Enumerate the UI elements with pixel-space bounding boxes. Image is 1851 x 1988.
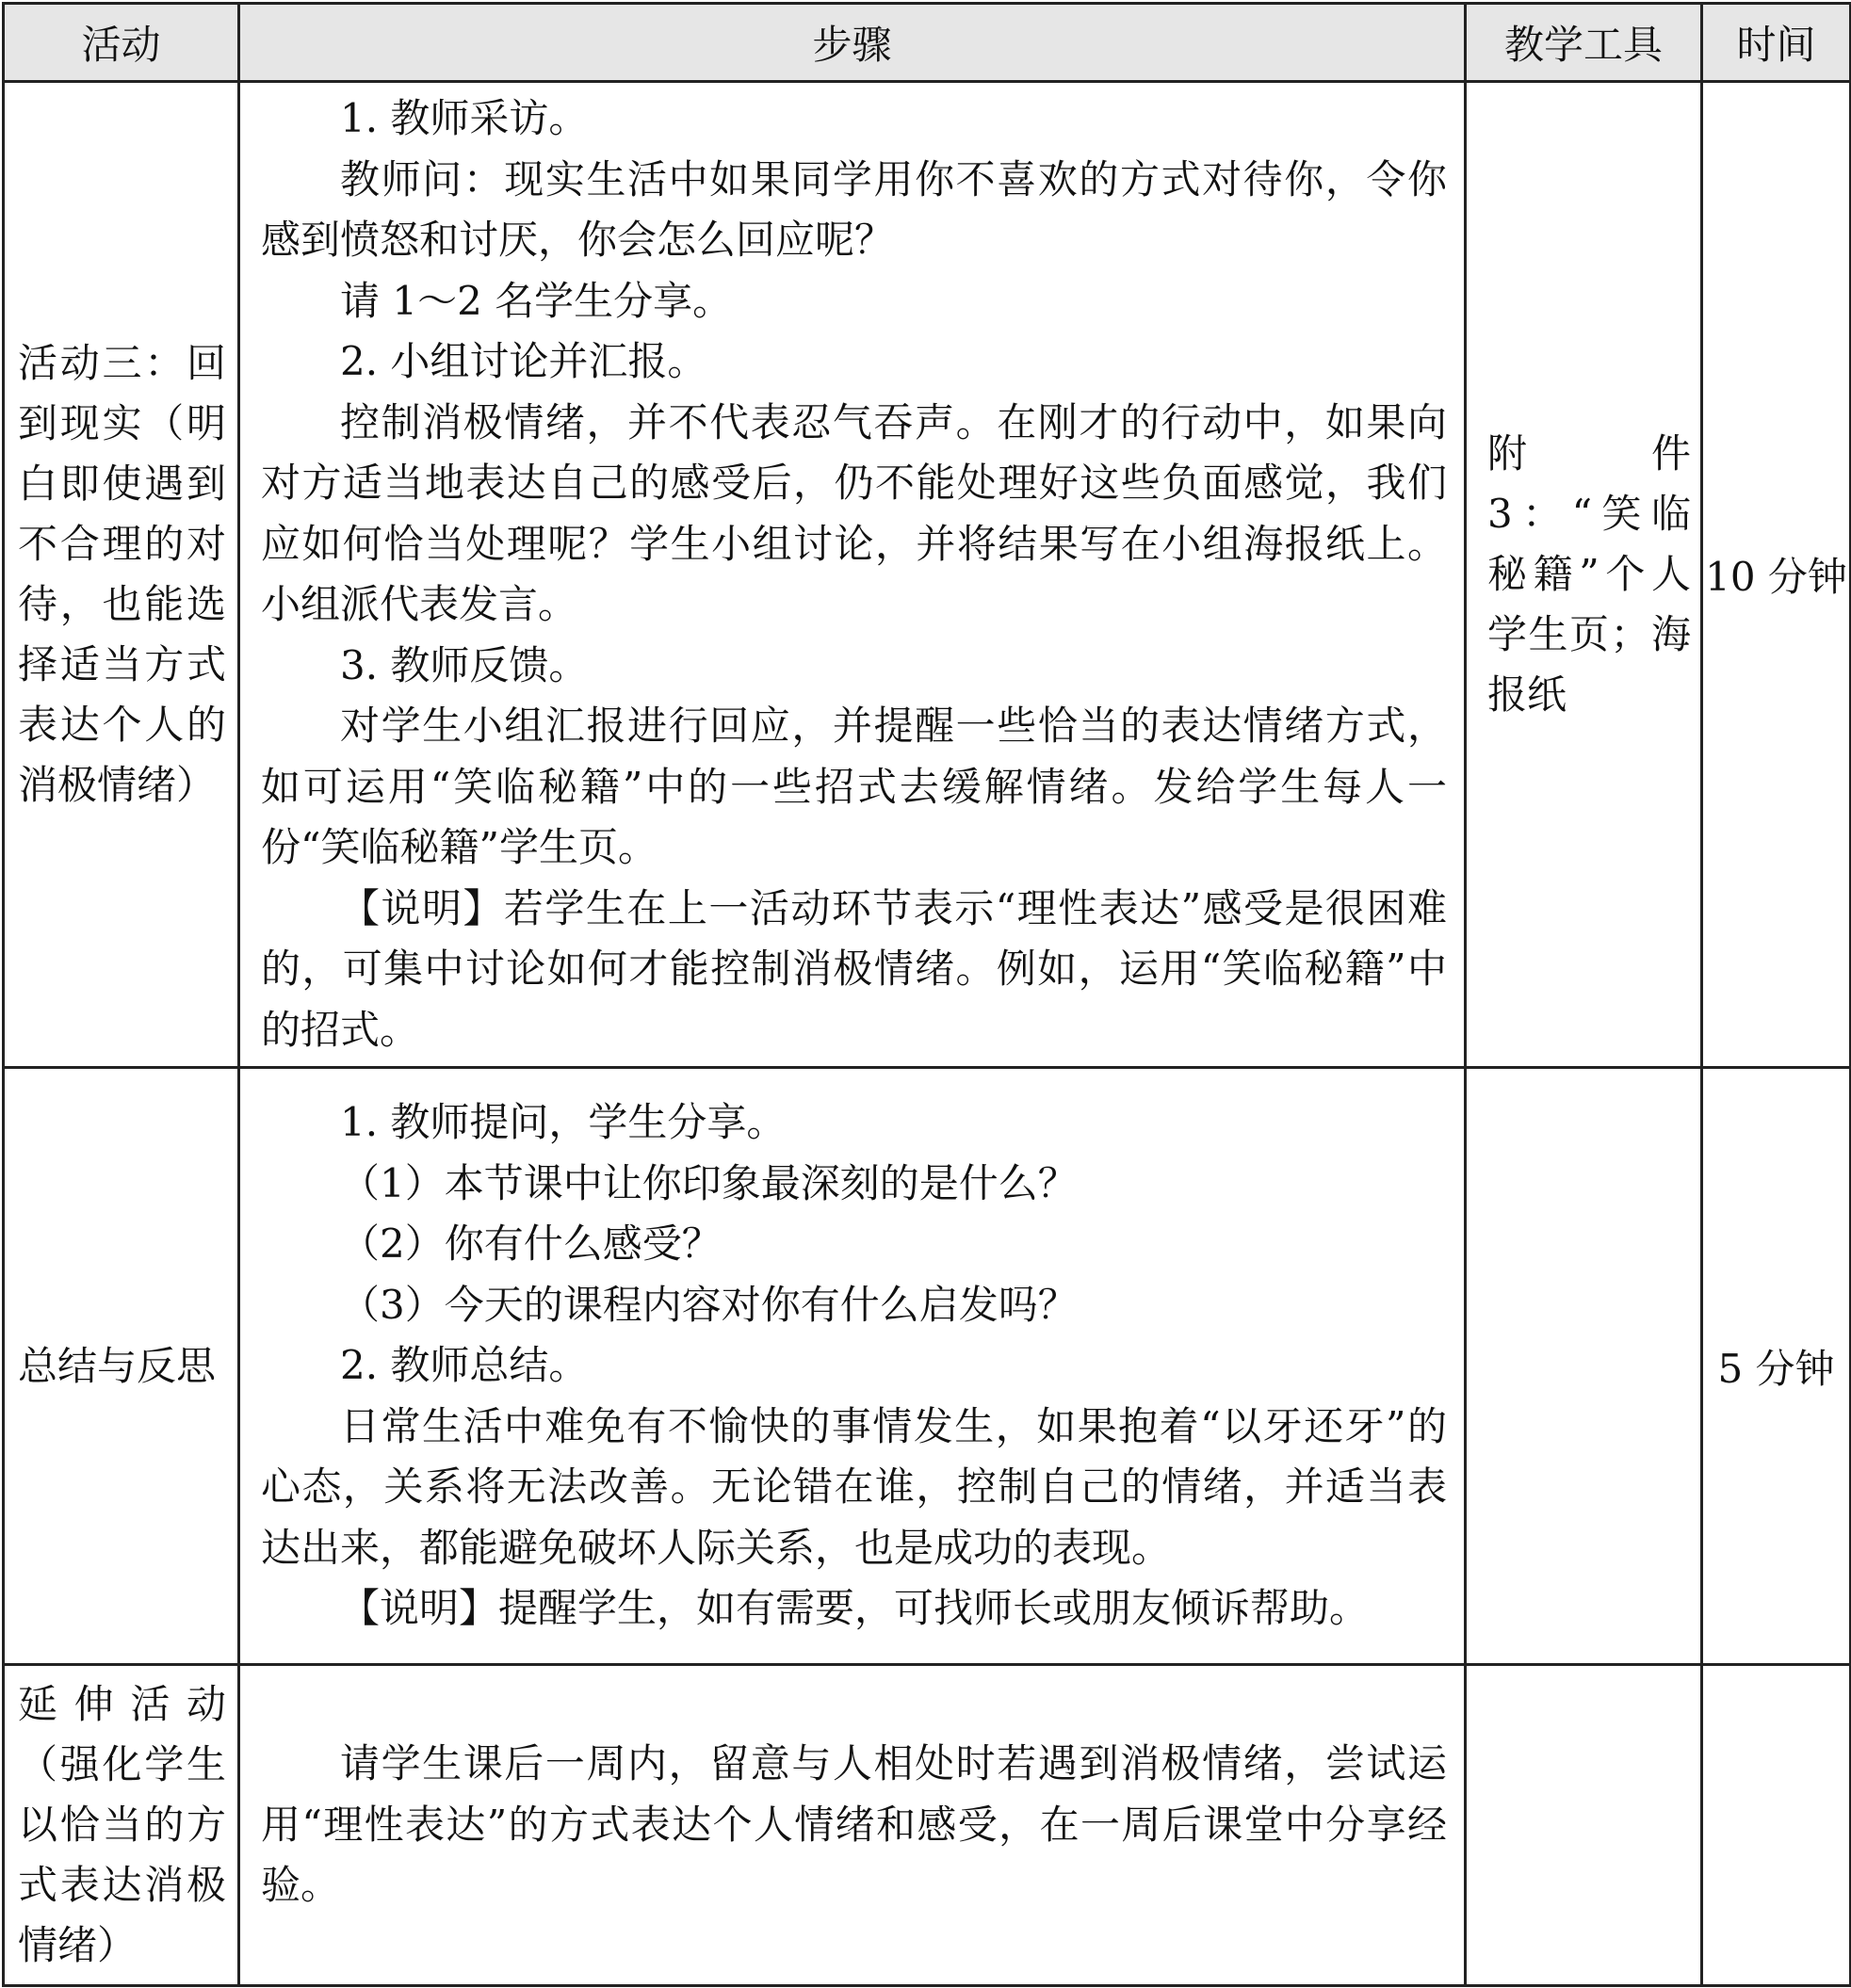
header-activity: 活动 [4, 4, 239, 82]
time-cell: 5 分钟 [1702, 1068, 1851, 1665]
tools-cell [1466, 1068, 1702, 1665]
step-line: （3）今天的课程内容对你有什么启发吗？ [340, 1281, 1078, 1328]
header-steps: 步骤 [239, 4, 1466, 82]
activity-cell [4, 82, 239, 1068]
step-line: （2）你有什么感受？ [340, 1220, 722, 1268]
table-row [4, 82, 1851, 1068]
step-line: 2. 小组讨论并汇报。 [340, 338, 707, 384]
step-line: 日常生活中难免有不愉快的事情发生，如果抱着“以牙还牙”的心态，关系将无法改善。无论错在谁，控制自己的情绪，并适当表达出来，都能避免破坏人际关系，也是成功的表现。 [261, 1402, 1447, 1571]
step-line: 请 1～2 名学生分享。 [340, 277, 733, 324]
activity-text: 活动三：回到现实（明白即使遇到不合理的对待，也能选择适当方式表达个人的消极情绪） [18, 340, 226, 808]
time-cell: 10 分钟 [1702, 82, 1851, 1068]
step-line: 3. 教师反馈。 [340, 641, 589, 688]
table-header-row [4, 4, 1851, 82]
header-tools: 教学工具 [1466, 4, 1702, 82]
step-line: 控制消极情绪，并不代表忍气吞声。在刚才的行动中，如果向对方适当地表达自己的感受后，仍不能处理好这些负面感觉，我们应如何恰当处理呢？学生小组讨论，并将结果写在小组海报纸上。小组派代表发言。 [261, 398, 1447, 627]
activity-cell [4, 1068, 239, 1665]
tools-text: 附件 3：“笑临秘籍”个人学生页；海报纸 [1487, 430, 1691, 718]
table-row [4, 1068, 1851, 1665]
step-line: 【说明】提醒学生，如有需要，可找师长或朋友倾诉帮助。 [340, 1585, 1370, 1632]
step-line: 2. 教师总结。 [340, 1342, 589, 1389]
steps-cell [239, 1068, 1466, 1665]
step-line: （1）本节课中让你印象最深刻的是什么？ [340, 1159, 1078, 1206]
step-line: 【说明】若学生在上一活动环节表示“理性表达”感受是很困难的，可集中讨论如何才能控制消极情绪。例如，运用“笑临秘籍”中的招式。 [261, 884, 1447, 1053]
steps-cell [239, 1665, 1466, 1986]
activity-cell [4, 1665, 239, 1986]
table-row [4, 1665, 1851, 1986]
time-cell [1702, 1665, 1851, 1986]
step-line: 教师问：现实生活中如果同学用你不喜欢的方式对待你，令你感到愤怒和讨厌，你会怎么回应呢？ [261, 155, 1447, 263]
steps-cell [239, 82, 1466, 1068]
header-time: 时间 [1702, 4, 1851, 82]
lesson-plan-table [2, 2, 1851, 1987]
activity-text: 延伸活动（强化学生以恰当的方式表达消极情绪） [18, 1681, 226, 1968]
tools-cell [1466, 1665, 1702, 1986]
step-line: 请学生课后一周内，留意与人相处时若遇到消极情绪，尝试运用“理性表达”的方式表达个人情绪和感受，在一周后课堂中分享经验。 [261, 1740, 1447, 1909]
tools-cell [1466, 82, 1702, 1068]
activity-text: 总结与反思 [18, 1342, 217, 1389]
step-line: 对学生小组汇报进行回应，并提醒一些恰当的表达情绪方式，如可运用“笑临秘籍”中的一些招式去缓解情绪。发给学生每人一份“笑临秘籍”学生页。 [261, 703, 1447, 870]
step-line: 1. 教师采访。 [340, 95, 589, 141]
step-line: 1. 教师提问，学生分享。 [340, 1099, 787, 1146]
